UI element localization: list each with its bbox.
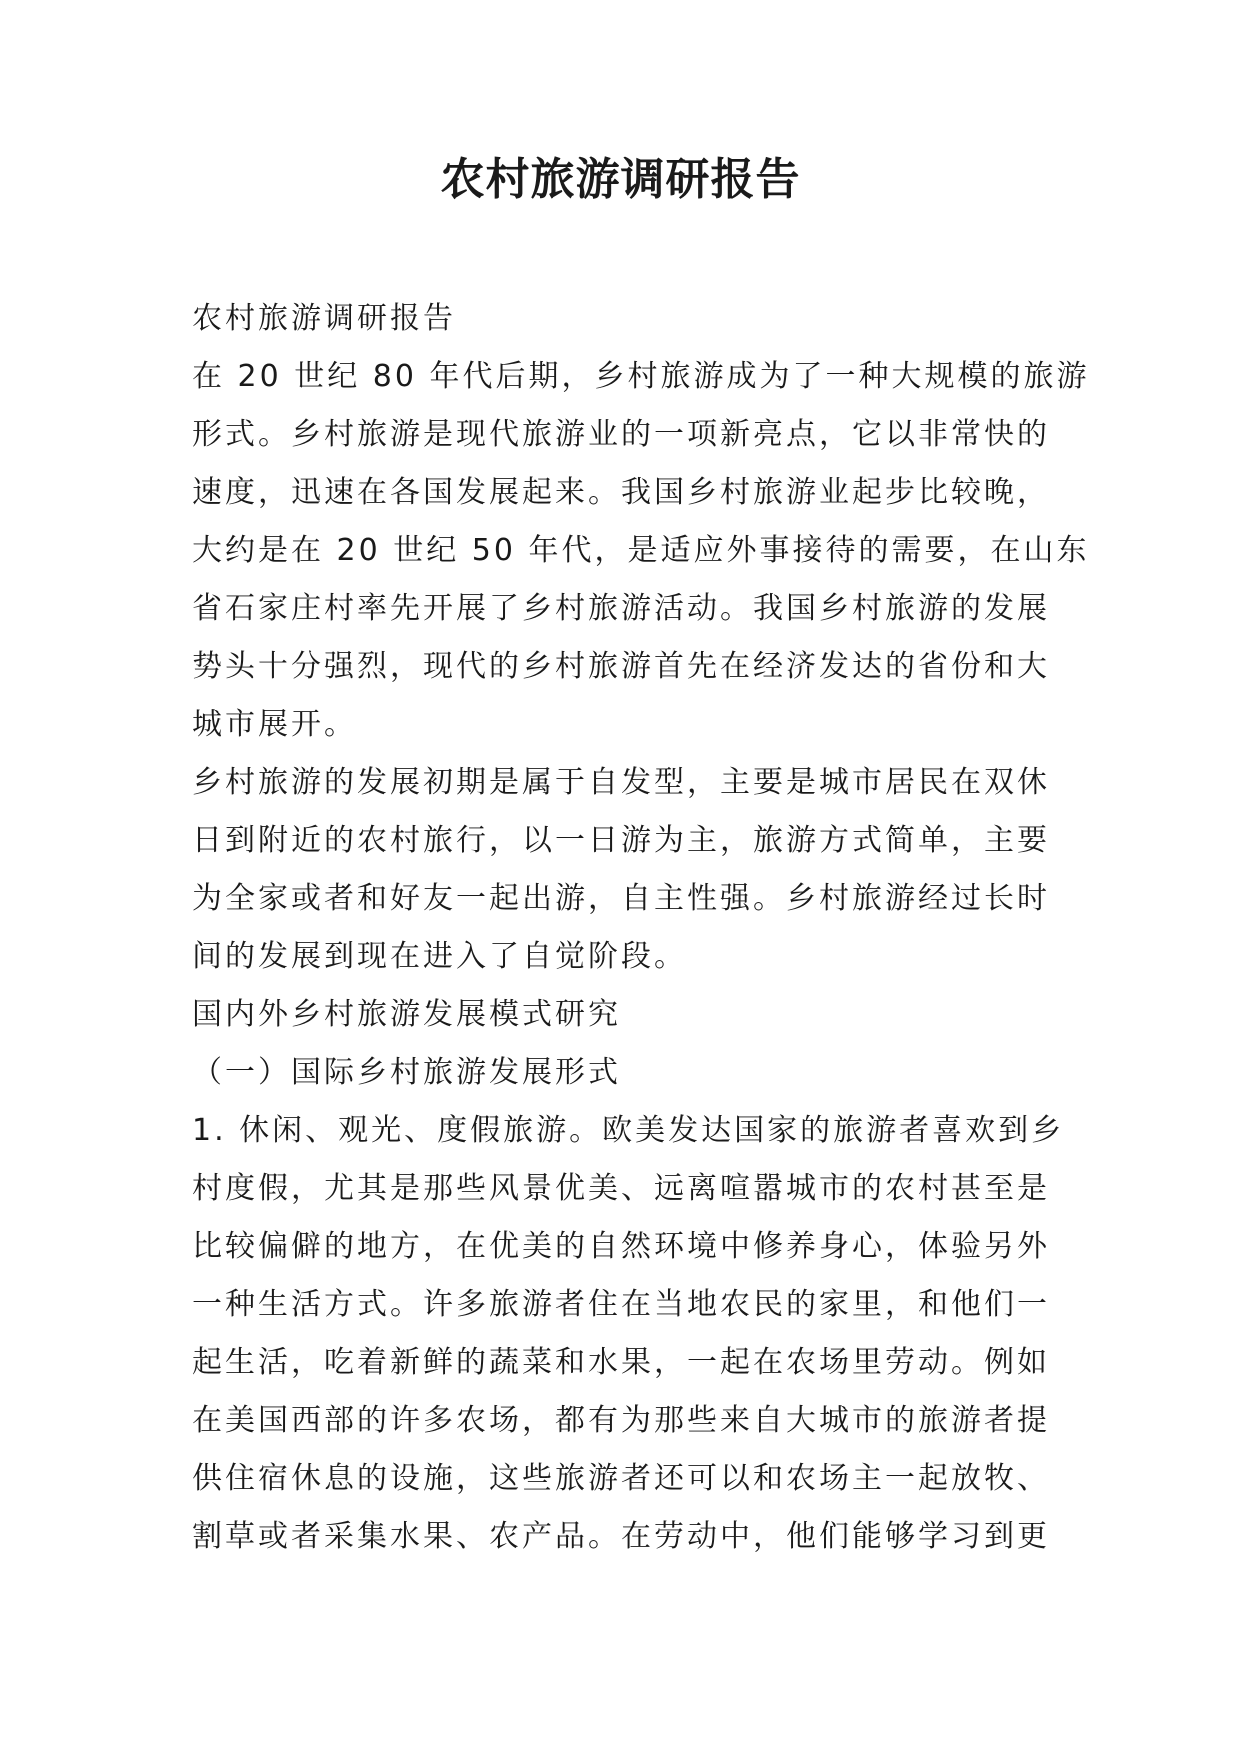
text-line: 速度，迅速在各国发展起来。我国乡村旅游业起步比较晚， <box>192 475 1050 510</box>
text-line: 省石家庄村率先开展了乡村旅游活动。我国乡村旅游的发展 <box>192 591 1050 626</box>
text-line: 农村旅游调研报告 <box>192 301 456 336</box>
document-body <box>192 290 1090 1566</box>
text-line: 起生活，吃着新鲜的蔬菜和水果，一起在农场里劳动。例如 <box>192 1345 1050 1380</box>
text-line: 一种生活方式。许多旅游者住在当地农民的家里，和他们一 <box>192 1287 1050 1322</box>
text-line: 大约是在 20 世纪 50 年代，是适应外事接待的需要，在山东 <box>192 533 1090 568</box>
text-line: 日到附近的农村旅行，以一日游为主，旅游方式简单，主要 <box>192 823 1050 858</box>
subsection-heading: （一）国际乡村旅游发展形式 <box>192 1055 621 1090</box>
text-line: 乡村旅游的发展初期是属于自发型，主要是城市居民在双休 <box>192 765 1050 800</box>
text-line: 形式。乡村旅游是现代旅游业的一项新亮点，它以非常快的 <box>192 417 1050 452</box>
text-line: 间的发展到现在进入了自觉阶段。 <box>192 939 687 974</box>
text-line: 为全家或者和好友一起出游，自主性强。乡村旅游经过长时 <box>192 881 1050 916</box>
text-line: 在 20 世纪 80 年代后期，乡村旅游成为了一种大规模的旅游 <box>192 359 1090 394</box>
section-heading: 国内外乡村旅游发展模式研究 <box>192 997 621 1032</box>
text-line: 在美国西部的许多农场，都有为那些来自大城市的旅游者提 <box>192 1403 1050 1438</box>
text-line: 1. 休闲、观光、度假旅游。欧美发达国家的旅游者喜欢到乡 <box>192 1113 1065 1148</box>
text-line: 割草或者采集水果、农产品。在劳动中，他们能够学习到更 <box>192 1519 1050 1554</box>
document-title: 农村旅游调研报告 <box>440 154 801 205</box>
text-line: 供住宿休息的设施，这些旅游者还可以和农场主一起放牧、 <box>192 1461 1050 1496</box>
text-line: 城市展开。 <box>192 707 357 742</box>
text-line: 势头十分强烈，现代的乡村旅游首先在经济发达的省份和大 <box>192 649 1050 684</box>
text-line: 比较偏僻的地方，在优美的自然环境中修养身心，体验另外 <box>192 1229 1050 1264</box>
text-line: 村度假，尤其是那些风景优美、远离喧嚣城市的农村甚至是 <box>192 1171 1050 1206</box>
